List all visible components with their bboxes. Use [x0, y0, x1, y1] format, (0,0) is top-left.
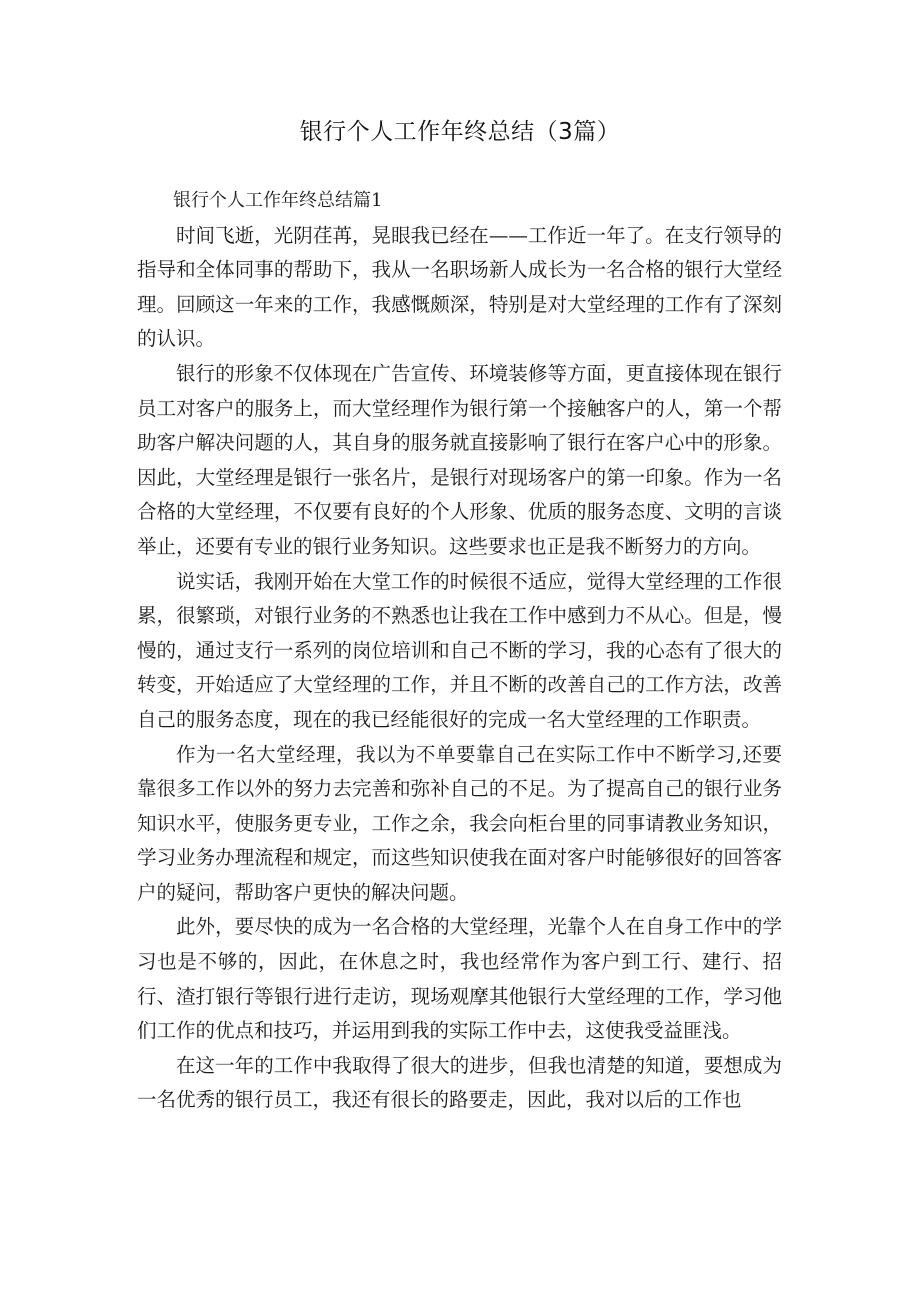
paragraph-1: 时间飞逝，光阴荏苒，晃眼我已经在——工作近一年了。在支行领导的指导和全体同事的帮助下，我从一名职场新人成长为一名合格的银行大堂经理。回顾这一年来的工作，我感慨颇深，特别是对大堂经理的工作有了深刻的认识。 [137, 223, 782, 351]
paragraph-3: 说实话，我刚开始在大堂工作的时候很不适应，觉得大堂经理的工作很累，很繁琐，对银行业务的不熟悉也让我在工作中感到力不从心。但是，慢慢的，通过支行一系列的岗位培训和自己不断的学习，我的心态有了很大的转变，开始适应了大堂经理的工作，并且不断的改善自己的工作方法，改善自己的服务态度，现在的我已经能很好的完成一名大堂经理的工作职责。 [137, 569, 782, 731]
document-body [137, 184, 782, 1118]
document-title: 银行个人工作年终总结（3篇） [299, 119, 621, 145]
paragraph-5: 此外，要尽快的成为一名合格的大堂经理，光靠个人在自身工作中的学习也是不够的，因此，在休息之时，我也经常作为客户到工行、建行、招行、渣打银行等银行进行走访，现场观摩其他银行大堂经理的工作，学习他们工作的优点和技巧，并运用到我的实际工作中去，这使我受益匪浅。 [137, 915, 782, 1043]
paragraph-2: 银行的形象不仅体现在广告宣传、环境装修等方面，更直接体现在银行员工对客户的服务上，而大堂经理作为银行第一个接触客户的人，第一个帮助客户解决问题的人，其自身的服务就直接影响了银行在客户心中的形象。因此，大堂经理是银行一张名片，是银行对现场客户的第一印象。作为一名合格的大堂经理，不仅要有良好的个人形象、优质的服务态度、文明的言谈举止，还要有专业的银行业务知识。这些要求也正是我不断努力的方向。 [137, 361, 782, 558]
paragraph-6: 在这一年的工作中我取得了很大的进步，但我也清楚的知道，要想成为一名优秀的银行员工，我还有很长的路要走，因此，我对以后的工作也 [137, 1053, 782, 1112]
paragraph-4: 作为一名大堂经理，我以为不单要靠自己在实际工作中不断学习,还要靠很多工作以外的努力去完善和弥补自己的不足。为了提高自己的银行业务知识水平，使服务更专业，工作之余，我会向柜台里的同事请教业务知识，学习业务办理流程和规定，而这些知识使我在面对客户时能够很好的回答客户的疑问，帮助客户更快的解决问题。 [137, 742, 782, 904]
section-heading: 银行个人工作年终总结篇1 [173, 190, 383, 211]
